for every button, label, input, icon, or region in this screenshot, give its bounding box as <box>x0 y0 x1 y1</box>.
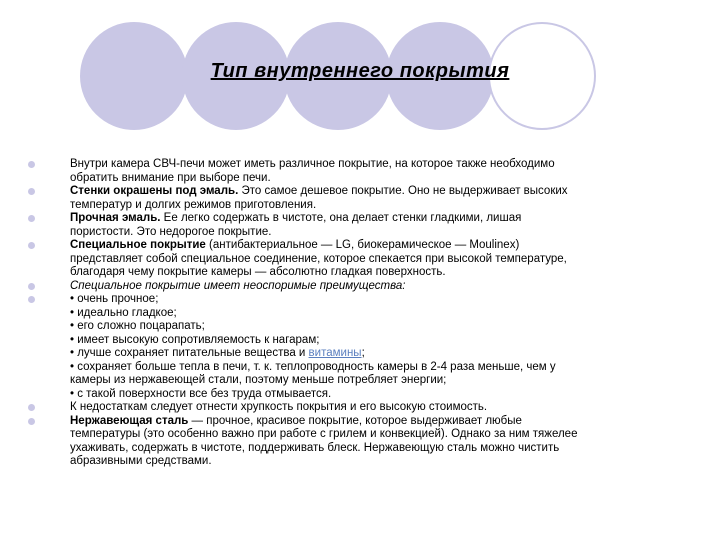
italic-text: Специальное покрытие имеет неоспоримые преимущества: <box>70 279 406 292</box>
text-line: ухаживать, содержать в чистоте, поддерживать блеск. Нержавеющую сталь можно чистить <box>70 441 560 454</box>
bullet-icon <box>28 161 35 168</box>
list-item <box>28 239 698 280</box>
text-line: — прочное, красивое покрытие, которое выдерживает любые <box>188 414 522 427</box>
text-line: Внутри камера СВЧ-печи может иметь различное покрытие, на которое также необходимо <box>70 158 555 170</box>
text-line: • его сложно поцарапать; <box>70 320 205 332</box>
bullet-icon <box>28 404 35 411</box>
list-item <box>28 293 698 401</box>
list-item <box>28 158 698 185</box>
text-line: пористости. Это недорогое покрытие. <box>70 225 272 238</box>
list-item <box>28 401 698 415</box>
bold-term: Специальное покрытие <box>70 239 206 251</box>
text-line: • с такой поверхности все без труда отмывается. <box>70 387 332 400</box>
text-line: • имеет высокую сопротивляемость к нагарам; <box>70 333 320 346</box>
text-line: представляет собой специальное соединение, которое спекается при высокой температуре, <box>70 252 567 265</box>
text-line: абразивными средствами. <box>70 455 212 467</box>
text-line: К недостаткам следует отнести хрупкость покрытия и его высокую стоимость. <box>70 401 488 413</box>
text-line: Это самое дешевое покрытие. Оно не выдерживает высоких <box>238 185 568 197</box>
text-line: температуры (это особенно важно при работе с грилем и конвекцией). Однако за ним тяжелее <box>70 428 578 440</box>
content-list <box>28 158 698 469</box>
text-line: • очень прочное; <box>70 293 159 305</box>
text-line: • сохраняет больше тепла в печи, т. к. теплопроводность камеры в 2-4 раза меньше, чем у <box>70 360 556 373</box>
text-line: благодаря чему покрытие камеры — абсолютно гладкая поверхность. <box>70 266 446 278</box>
text-line: Ее легко содержать в чистоте, она делает стенки гладкими, лишая <box>160 212 522 224</box>
bullet-icon <box>28 242 35 249</box>
bullet-icon <box>28 283 35 290</box>
text-line: • идеально гладкое; <box>70 306 177 319</box>
text-line: ; <box>361 347 365 359</box>
bold-term: Прочная эмаль. <box>70 212 161 224</box>
bullet-icon <box>28 418 35 425</box>
text-line: (антибактериальное — LG, биокерамическое — Moulinex) <box>205 239 520 251</box>
list-item <box>28 415 698 469</box>
bullet-icon <box>28 215 35 222</box>
text-line: камеры из нержавеющей стали, поэтому меньше потребляет энергии; <box>70 374 447 386</box>
vitamins-link[interactable]: витамины <box>308 347 362 359</box>
text-line: обратить внимание при выборе печи. <box>70 171 271 184</box>
bold-term: Нержавеющая сталь <box>70 414 189 427</box>
list-item <box>28 212 698 239</box>
text-line: • лучше сохраняет питательные вещества и <box>70 347 309 359</box>
bold-term: Стенки окрашены под эмаль. <box>70 185 239 197</box>
bullet-icon <box>28 296 35 303</box>
slide-title: Тип внутреннего покрытия <box>210 60 510 82</box>
bullet-icon <box>28 188 35 195</box>
list-item <box>28 185 698 212</box>
list-item <box>28 280 698 294</box>
text-line: температур и долгих режимов приготовления. <box>70 198 317 211</box>
